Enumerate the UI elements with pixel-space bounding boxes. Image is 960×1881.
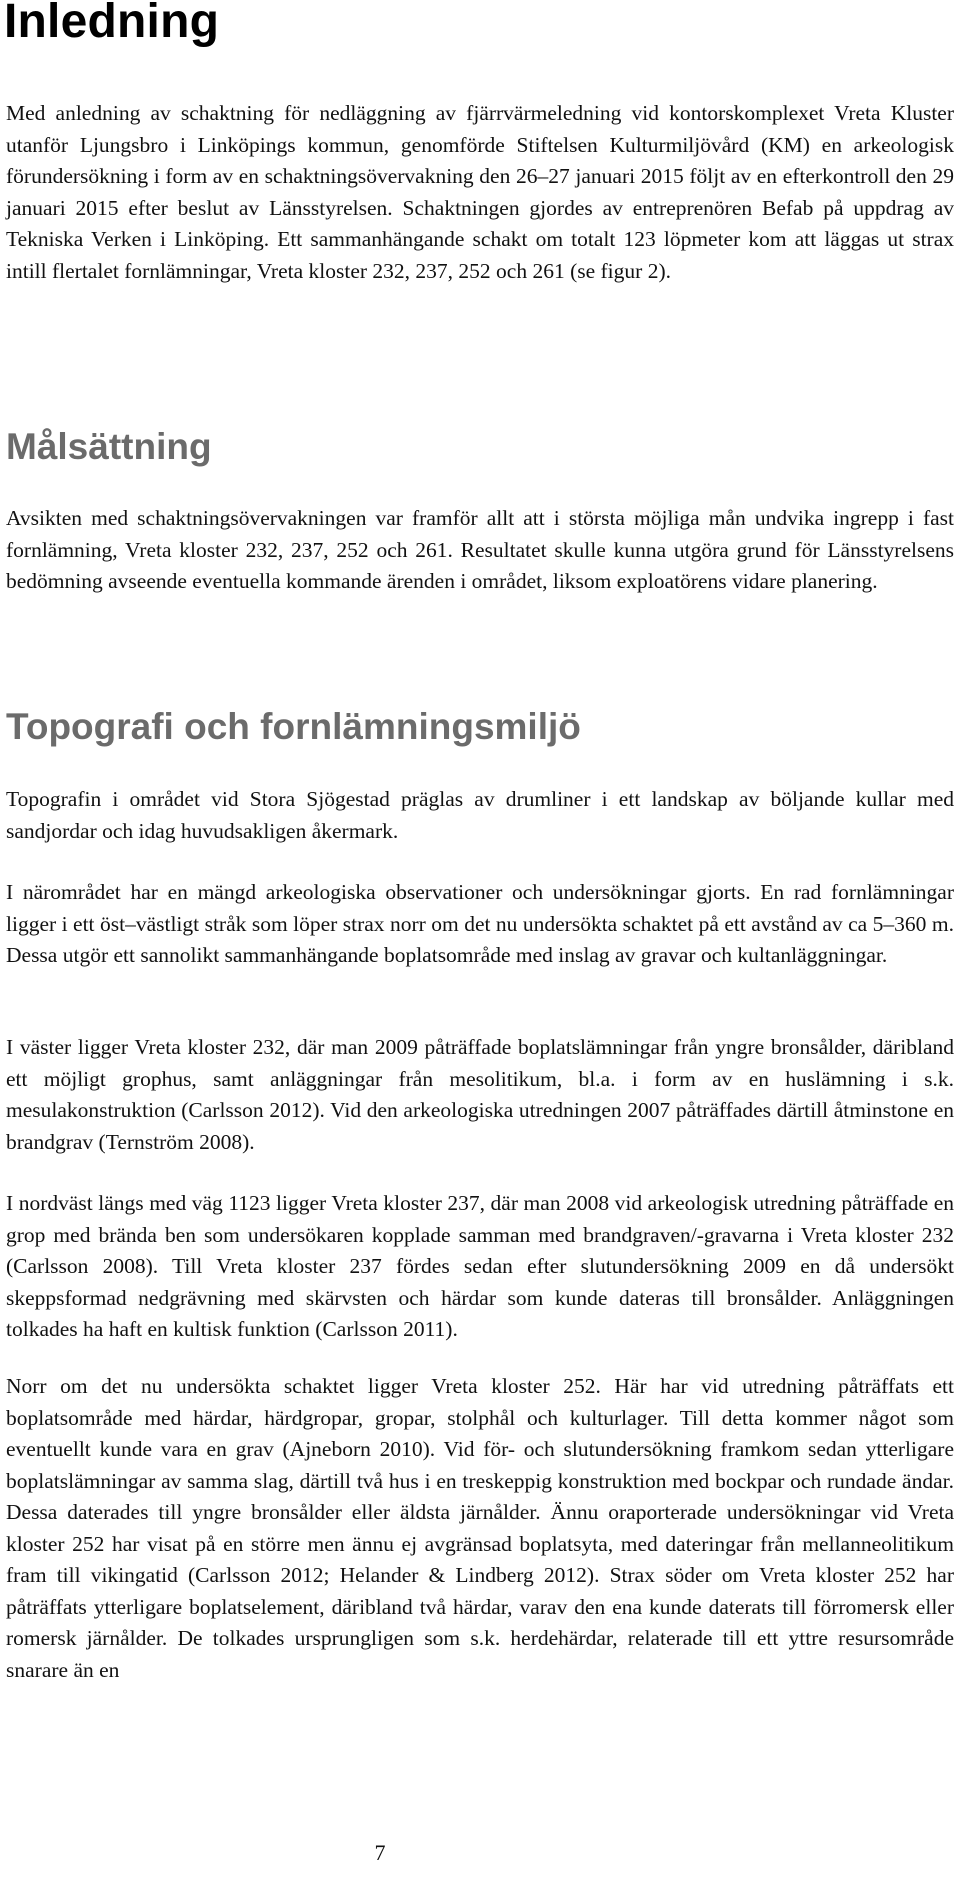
heading-inledning: Inledning (4, 0, 220, 48)
page-number: 7 (374, 1840, 386, 1865)
topography-paragraph-5: Norr om det nu undersökta schaktet ligger Vreta kloster 252. Här har vid utredning påträffats ett boplatsområde med härdar, härdgropar, gropar, stolphål och kulturlager. Till detta kommer något som eventuellt kunde vara en grav (Ajneborn 2010). Vid för- och slutundersökning framkom sedan ytterligare boplatslämningar av samma slag, därtill två hus i en treskeppig konstruktion med bockpar och rundade ändar. Dessa daterades till yngre bronsålder eller äldsta järnålder. Ännu oraporterade undersökningar vid Vreta kloster 252 har visat på en större men ännu ej avgränsad boplatsyta, med dateringar från mellanneolitikum fram till vikingatid (Carlsson 2012; Helander & Lindberg 2012). Strax söder om Vreta kloster 252 har påträffats ytterligare boplatselement, däribland två härdar, varav den ena kunde daterats till förromersk eller romersk järnålder. De tolkades ursprungligen som s.k. herdehärdar, relaterade till ett yttre resursområde snarare än en (6, 1374, 954, 1682)
heading-malsattning: Målsättning (6, 426, 212, 467)
intro-paragraph: Med anledning av schaktning för nedläggning av fjärrvärmeledning vid kontorskomplexet Vreta Kluster utanför Ljungsbro i Linköpings kommun, genomförde Stiftelsen Kulturmiljövård (KM) en arkeologisk förundersökning i form av en schaktningsövervakning den 26–27 januari 2015 följt av en efterkontroll den 29 januari 2015 efter beslut av Länsstyrelsen. Schaktningen gjordes av entreprenören Befab på uppdrag av Tekniska Verken i Linköping. Ett sammanhängande schakt om totalt 123 löpmeter kom att läggas ut strax intill flertalet fornlämningar, Vreta kloster 232, 237, 252 och 261 (se figur 2). (6, 101, 954, 283)
topography-paragraph-4: I nordväst längs med väg 1123 ligger Vreta kloster 237, där man 2008 vid arkeologisk utredning påträffade en grop med brända ben som undersökaren kopplade samman med brandgraven/-gravarna i Vreta kloster 232 (Carlsson 2008). Till Vreta kloster 237 fördes sedan efter slutundersökning 2009 en då undersökt skeppsformad nedgrävning med skärvsten och härdar som kunde dateras till bronsålder. Anläggningen tolkades ha haft en kultisk funktion (Carlsson 2011). (6, 1191, 954, 1341)
goals-paragraph: Avsikten med schaktningsövervakningen var framför allt att i största möjliga mån undvika ingrepp i fast fornlämning, Vreta kloster 232, 237, 252 och 261. Resultatet skulle kunna utgöra grund för Länsstyrelsens bedömning avseende eventuella kommande ärenden i området, liksom exploatörens vidare planering. (6, 506, 954, 593)
topography-paragraph-2: I närområdet har en mängd arkeologiska observationer och undersökningar gjorts. En rad fornlämningar ligger i ett öst–västligt stråk som löper strax norr om det nu undersökta schaktet på ett avstånd av ca 5–360 m. Dessa utgör ett sannolikt sammanhängande boplatsområde med inslag av gravar och kultanläggningar. (6, 880, 954, 967)
topography-paragraph-3: I väster ligger Vreta kloster 232, där man 2009 påträffade boplatslämningar från yngre bronsålder, däribland ett möjligt grophus, samt anläggningar från mesolitikum, bl.a. i form av en huslämning i s.k. mesulakonstruktion (Carlsson 2012). Vid den arkeologiska utredningen 2007 påträffades därtill åtminstone en brandgrav (Ternström 2008). (6, 1035, 954, 1154)
topography-paragraph-1: Topografin i området vid Stora Sjögestad präglas av drumliner i ett landskap av böljande kullar med sandjordar och idag huvudsakligen åkermark. (6, 787, 954, 843)
heading-topografi: Topografi och fornlämningsmiljö (6, 706, 581, 747)
